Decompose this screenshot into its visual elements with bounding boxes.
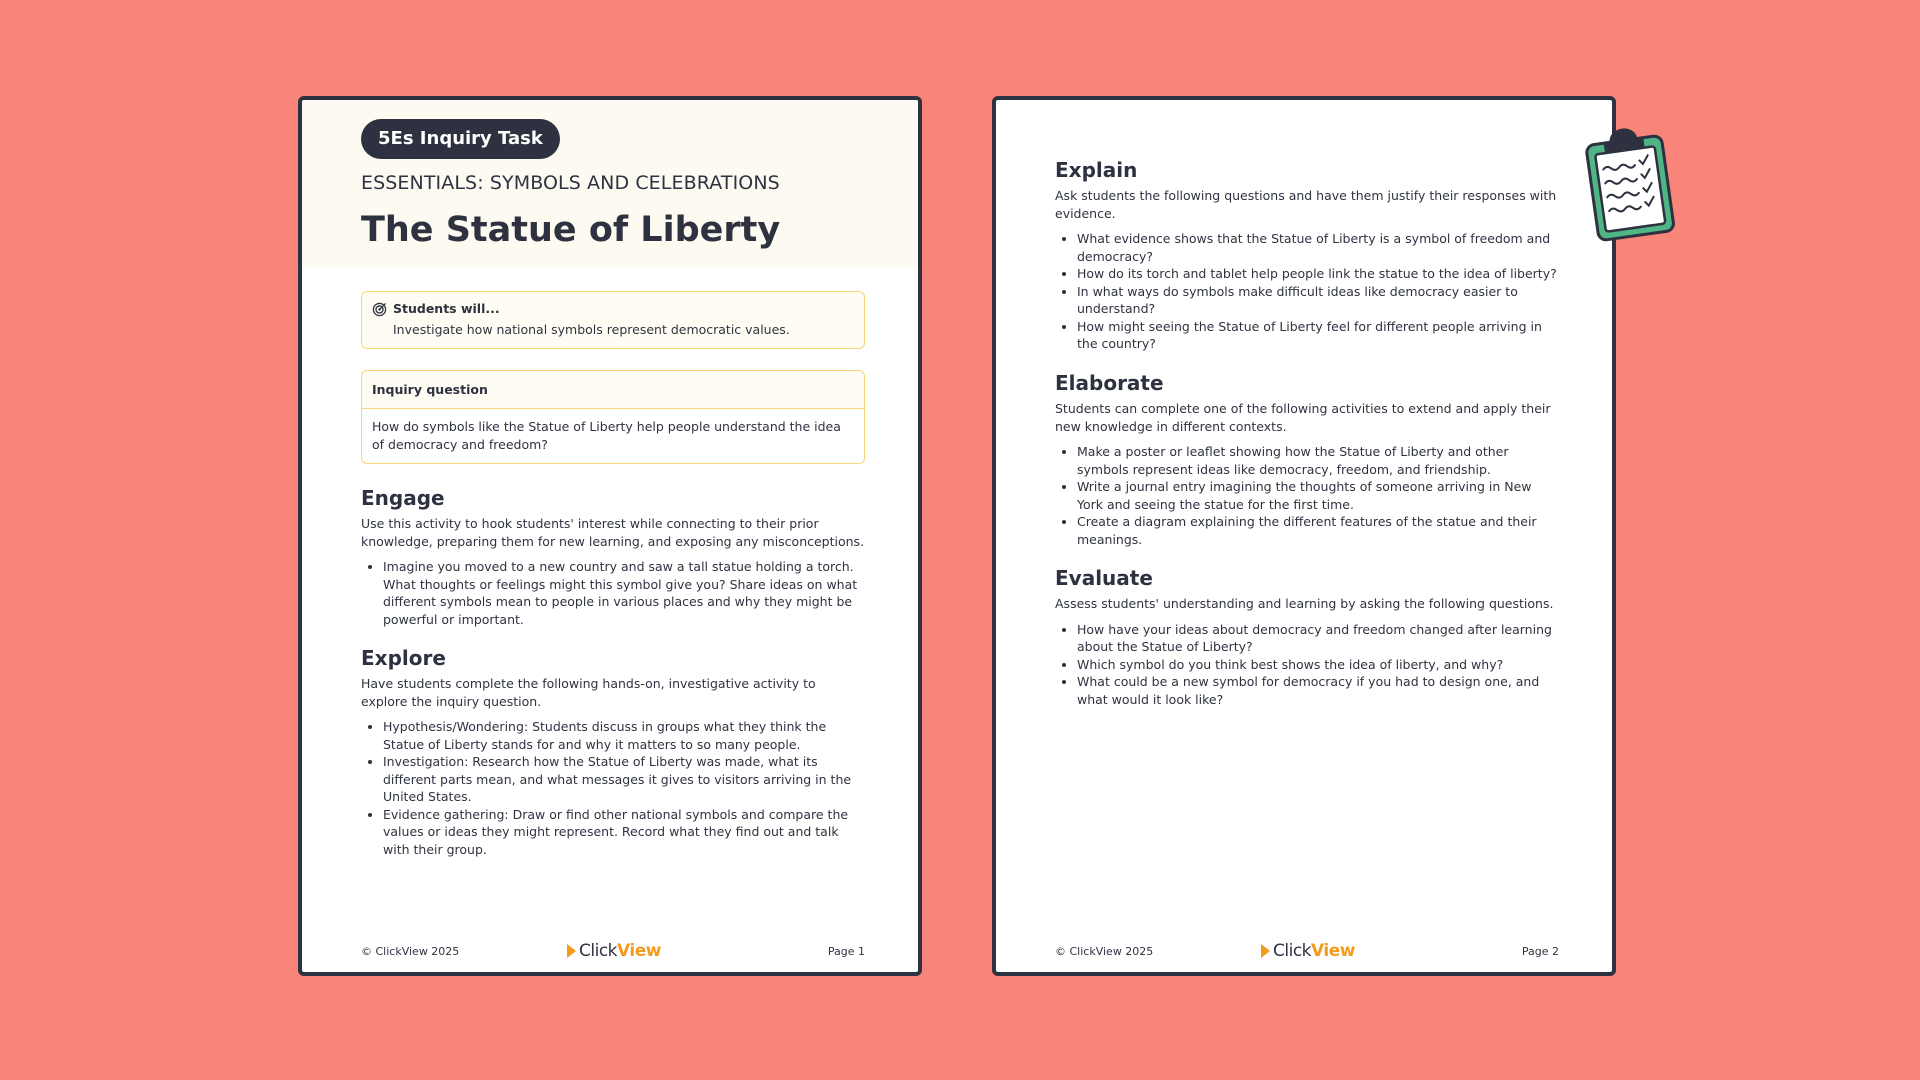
list-item: • Hypothesis/Wondering: Students discuss in groups what they think the Statue of Liberty stands for and why it matters to so many people. xyxy=(383,718,865,753)
explain-intro: Ask students the following questions and have them justify their responses with evidence. xyxy=(1055,188,1557,221)
list-item: • Which symbol do you think best shows the idea of liberty, and why? xyxy=(1077,656,1559,674)
page-number: Page 1 xyxy=(827,945,865,958)
page-footer xyxy=(1055,941,1559,963)
list-item: • Evidence gathering: Draw or find other national symbols and compare the values or ideas they might represent. Record what they find out and talk with their group. xyxy=(383,806,865,859)
document-page-1 xyxy=(298,96,922,976)
list-item: • Imagine you moved to a new country and saw a tall statue holding a torch. What thoughts or feelings might this symbol give you? Share ideas on what different symbols mean to people in various places and why they might be powerful or important. xyxy=(383,558,865,628)
evaluate-intro: Assess students' understanding and learning by asking the following questions. xyxy=(1055,596,1554,611)
elaborate-intro: Students can complete one of the following activities to extend and apply their new knowledge in different contexts. xyxy=(1055,401,1551,434)
explain-section xyxy=(1055,158,1559,353)
page-header xyxy=(302,100,918,268)
engage-list xyxy=(361,558,865,628)
elaborate-list xyxy=(1055,443,1559,548)
inquiry-question-heading: Inquiry question xyxy=(362,371,864,409)
clickview-logo: Click View xyxy=(1261,941,1355,961)
list-item: • What evidence shows that the Statue of Liberty is a symbol of freedom and democracy? xyxy=(1077,230,1559,265)
clipboard-icon xyxy=(1580,126,1680,248)
list-item: • How have your ideas about democracy and freedom changed after learning about the Statue of Liberty? xyxy=(1077,621,1559,656)
clickview-logo: Click View xyxy=(567,941,661,961)
evaluate-section xyxy=(1055,566,1559,708)
engage-intro: Use this activity to hook students' interest while connecting to their prior knowledge, preparing them for new learning, and exposing any misconceptions. xyxy=(361,516,865,549)
students-will-box xyxy=(361,291,865,349)
explore-heading: Explore xyxy=(361,646,446,670)
list-item: • What could be a new symbol for democracy if you had to design one, and what would it look like? xyxy=(1077,673,1559,708)
document-page-2 xyxy=(992,96,1616,976)
target-icon xyxy=(372,302,387,317)
page-number: Page 2 xyxy=(1521,945,1559,958)
list-item: • Write a journal entry imagining the thoughts of someone arriving in New York and seeing the statue for the first time. xyxy=(1077,478,1559,513)
explore-section xyxy=(361,646,865,858)
list-item: • How might seeing the Statue of Liberty feel for different people arriving in the country? xyxy=(1077,318,1559,353)
page-title: The Statue of Liberty xyxy=(361,210,781,250)
task-type-badge: 5Es Inquiry Task xyxy=(361,119,560,159)
copyright-text: © ClickView 2025 xyxy=(1055,945,1154,958)
elaborate-section xyxy=(1055,371,1559,548)
explore-list xyxy=(361,718,865,858)
page-footer xyxy=(361,941,865,963)
list-item: • Investigation: Research how the Statue of Liberty was made, what its different parts mean, and what messages it gives to visitors arriving in the United States. xyxy=(383,753,865,806)
list-item: • How do its torch and tablet help people link the statue to the idea of liberty? xyxy=(1077,265,1559,283)
elaborate-heading: Elaborate xyxy=(1055,371,1164,395)
explore-intro: Have students complete the following hands-on, investigative activity to explore the inquiry question. xyxy=(361,676,816,709)
list-item: • In what ways do symbols make difficult ideas like democracy easier to understand? xyxy=(1077,283,1559,318)
copyright-text: © ClickView 2025 xyxy=(361,945,460,958)
explain-heading: Explain xyxy=(1055,158,1138,182)
inquiry-question-text: How do symbols like the Statue of Liberty help people understand the idea of democracy and freedom? xyxy=(372,419,841,452)
page-subtitle: ESSENTIALS: SYMBOLS AND CELEBRATIONS xyxy=(361,172,780,194)
list-item: • Make a poster or leaflet showing how the Statue of Liberty and other symbols represent ideas like democracy, freedom, and friendship. xyxy=(1077,443,1559,478)
evaluate-heading: Evaluate xyxy=(1055,566,1153,590)
play-triangle-icon xyxy=(567,944,576,958)
engage-heading: Engage xyxy=(361,486,445,510)
explain-list xyxy=(1055,230,1559,353)
students-will-heading: Students will... xyxy=(393,301,500,316)
play-triangle-icon xyxy=(1261,944,1270,958)
inquiry-question-box xyxy=(361,370,865,464)
students-will-text: Investigate how national symbols represent democratic values. xyxy=(393,322,790,337)
list-item: • Create a diagram explaining the different features of the statue and their meanings. xyxy=(1077,513,1559,548)
evaluate-list xyxy=(1055,621,1559,709)
engage-section xyxy=(361,486,865,628)
